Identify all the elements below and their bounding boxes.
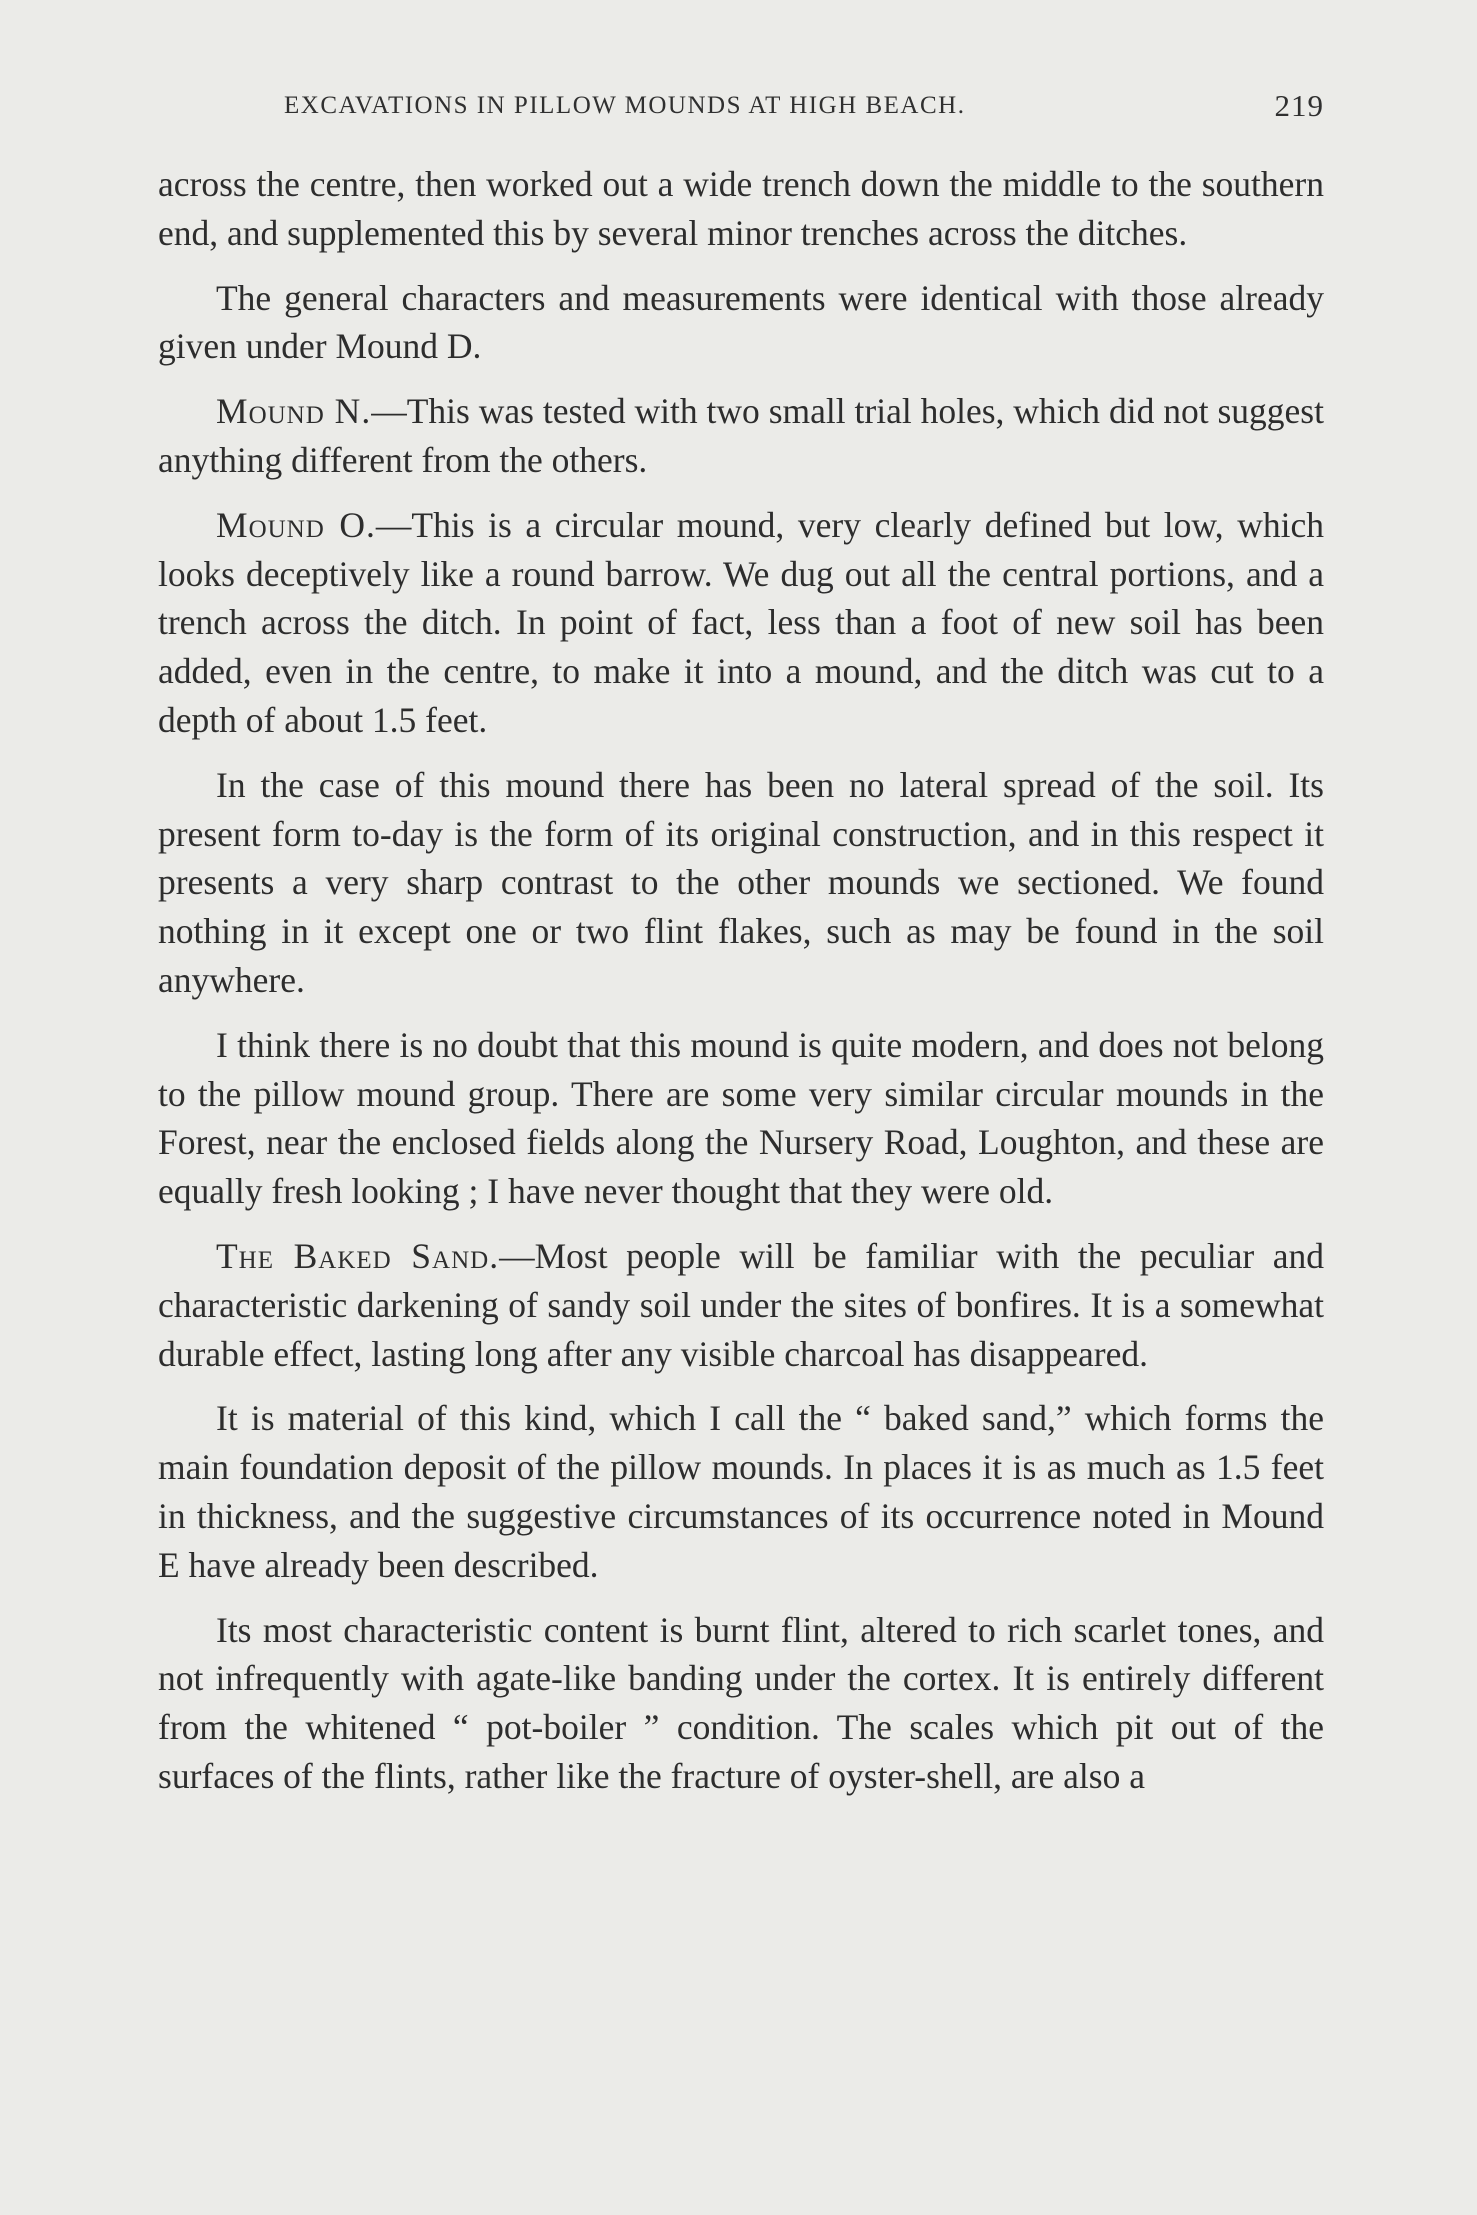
running-title: EXCAVATIONS IN PILLOW MOUNDS AT HIGH BEACH. — [284, 92, 966, 119]
paragraph-mound-n — [158, 387, 1324, 485]
section-lead: Mound O. — [216, 504, 376, 545]
running-head — [158, 88, 1324, 128]
paragraph-text: The general characters and measurements were identical with those already given under Mound D. — [158, 277, 1324, 367]
paragraph-continuation — [158, 160, 1324, 258]
paragraph-text: Its most characteristic content is burnt flint, altered to rich scarlet tones, and not infrequently with agate-like banding under the cortex. It is entirely different from the whitened “ pot-boiler ” condition. The scales which pit out of the surfaces of the flints, rather like the fracture of oyster-shell, are also a — [158, 1609, 1324, 1796]
paragraph-text: —This is a circular mound, very clearly defined but low, which looks deceptively like a round barrow. We dug out all the central portions, and a trench across the ditch. In point of fact, less than a foot of new soil has been added, even in the centre, to make it into a mound, and the ditch was cut to a depth of about 1.5 feet. — [158, 504, 1324, 740]
paragraph — [158, 1606, 1324, 1801]
paragraph-text: In the case of this mound there has been no lateral spread of the soil. Its present form to-day is the form of its original construction, and in this respect it presents a very sharp contrast to the other mounds we sectioned. We found nothing in it except one or two flint flakes, such as may be found in the soil anywhere. — [158, 764, 1324, 1000]
paragraph-text: —This was tested with two small trial holes, which did not suggest anything different from the others. — [158, 391, 1324, 480]
paragraph — [158, 274, 1324, 372]
section-lead: The Baked Sand. — [216, 1235, 500, 1276]
paragraph — [158, 761, 1324, 1005]
paragraph — [158, 1021, 1324, 1216]
paragraph — [158, 1394, 1324, 1589]
body-text — [158, 160, 1324, 1817]
paragraph-text: I think there is no doubt that this mound is quite modern, and does not belong to the pillow mound group. There are some very similar circular mounds in the Forest, near the enclosed fields along the Nursery Road, Loughton, and these are equally fresh looking ; I have never thought that they were old. — [158, 1024, 1324, 1212]
paragraph-text: It is material of this kind, which I call the “ baked sand,” which forms the main foundation deposit of the pillow mounds. In places it is as much as 1.5 feet in thickness, and the suggestive circumstances of its occurrence noted in Mound E have already been described. — [158, 1398, 1324, 1585]
paragraph-text: —Most people will be familiar with the peculiar and characteristic darkening of sandy soil under the sites of bonfires. It is a somewhat durable effect, lasting long after any visible charcoal has disappeared. — [158, 1235, 1324, 1374]
paragraph-baked-sand — [158, 1232, 1324, 1378]
paragraph-text: across the centre, then worked out a wide trench down the middle to the southern end, and supplemented this by several minor trenches across the ditches. — [158, 164, 1324, 253]
paragraph-mound-o — [158, 501, 1324, 745]
page-number: 219 — [1274, 88, 1324, 123]
section-lead: Mound N. — [216, 391, 372, 432]
